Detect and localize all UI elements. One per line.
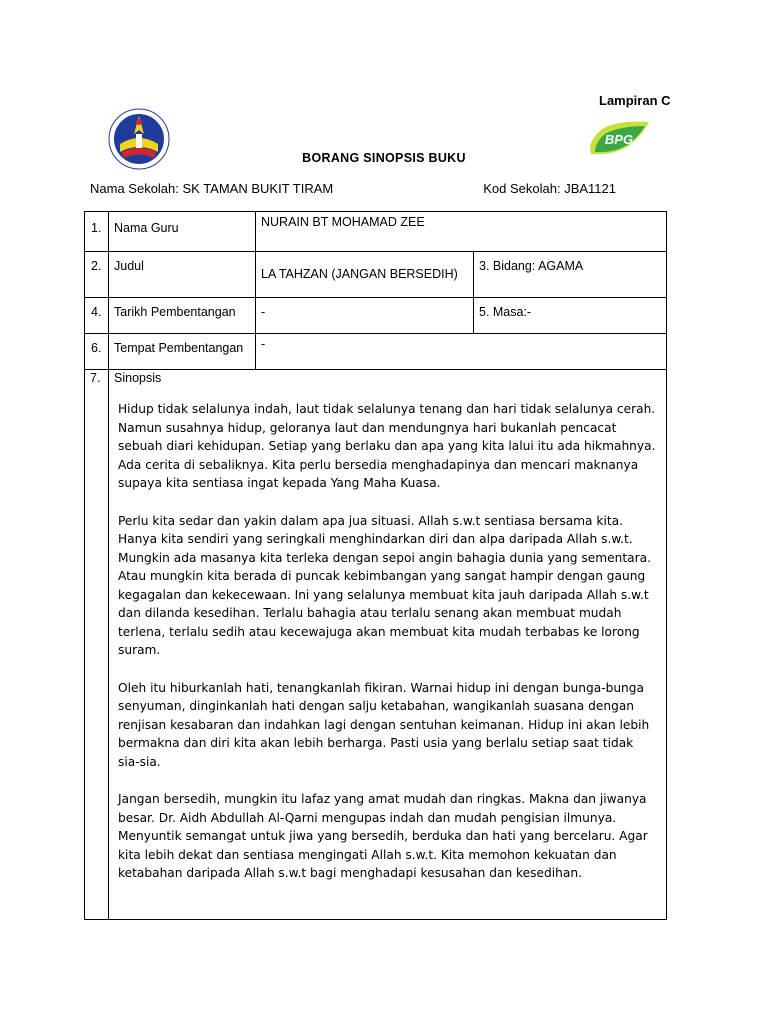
appendix-label: Lampiran C [599, 93, 671, 108]
school-code: Kod Sekolah: JBA1121 [483, 181, 616, 196]
field-label-teacher: Nama Guru [109, 212, 256, 252]
field-time: 5. Masa:- [474, 298, 667, 334]
school-name: Nama Sekolah: SK TAMAN BUKIT TIRAM [90, 181, 334, 196]
field-value-date: - [256, 298, 474, 334]
synopsis-paragraph: Perlu kita sedar dan yakin dalam apa jua situasi. Allah s.w.t sentiasa bersama kita. Hanya kita sendiri yang seringkali menghindarkan diri dan alpa daripada Allah s.w.t. Mungkin ada masanya kita terleka dengan sepoi angin bahagia dunia yang sementara. Atau mungkin kita berada di puncak kebimbangan yang sangat hampir dengan gaung kegagalan dan kekecewaan. Ini yang selalunya membuat kita jauh daripada Allah s.w.t dan dilanda kesedihan. Terlalu bahagia atau terlalu senang akan membuat mudah terlena, terlalu sedih atau kecewajuga akan membuat kita mudah terbabas ke lorong suram. [118, 513, 651, 657]
synopsis-text [114, 400, 661, 883]
table-row [85, 252, 667, 298]
synopsis-label: Sinopsis [114, 371, 162, 385]
field-value-venue: - [256, 334, 667, 370]
field-label-date: Tarikh Pembentangan [109, 298, 256, 334]
row-number: 4. [85, 298, 109, 334]
synopsis-paragraph: Jangan bersedih, mungkin itu lafaz yang amat mudah dan ringkas. Makna dan jiwanya besar. Dr. Aidh Abdullah Al-Qarni mengupas indah dan mudah pengisian ilmunya. Menyuntik semangat untuk jiwa yang bersedih, berduka dan hati yang bercelaru. Agar kita lebih dekat dan sentiasa mengingati Allah s.w.t. Kita memohon kekuatan dan ketabahan daripada Allah s.w.t bagi menghadapi kesusahan dan kesedihan. [118, 792, 648, 880]
synopsis-form-table [84, 211, 667, 920]
synopsis-cell [109, 370, 667, 920]
field-label-venue: Tempat Pembentangan [109, 334, 256, 370]
field-category: 3. Bidang: AGAMA [474, 252, 667, 298]
row-number: 6. [85, 334, 109, 370]
table-row [85, 212, 667, 252]
table-row [85, 334, 667, 370]
field-value-title: LA TAHZAN (JANGAN BERSEDIH) [256, 252, 474, 298]
row-number: 2. [85, 252, 109, 298]
row-number: 7. [85, 370, 109, 920]
field-value-teacher: NURAIN BT MOHAMAD ZEE [256, 212, 667, 252]
row-number: 1. [85, 212, 109, 252]
table-row [85, 298, 667, 334]
school-info [90, 181, 668, 196]
bpg-logo-text: BPG [604, 132, 634, 147]
synopsis-paragraph: Oleh itu hiburkanlah hati, tenangkanlah fikiran. Warnai hidup ini dengan bunga-bunga senyuman, dinginkanlah hati dengan salju ketabahan, wangikanlah suasana dengan renjisan kesabaran dan indahkan lagi dengan sentuhan keimanan. Hidup ini akan lebih bermakna dan diri kita akan lebih berharga. Pasti usia yang berlalu setiap saat tidak sia-sia. [118, 680, 650, 769]
synopsis-paragraph: Hidup tidak selalunya indah, laut tidak selalunya tenang dan hari tidak selalunya cerah. Namun susahnya hidup, geloranya laut dan mendungnya hari bukanlah pencacat sebuah diari kehidupan. Setiap yang berlaku dan apa yang kita lalui itu ada hikmahnya. Ada cerita di sebaliknya. Kita perlu bersedia menghadapinya dan mencari maknanya supaya kita sentiasa ingat kepada Yang Maha Kuasa. [118, 402, 656, 490]
table-row [85, 370, 667, 920]
form-title: BORANG SINOPSIS BUKU [302, 151, 466, 165]
field-label-title: Judul [109, 252, 256, 298]
